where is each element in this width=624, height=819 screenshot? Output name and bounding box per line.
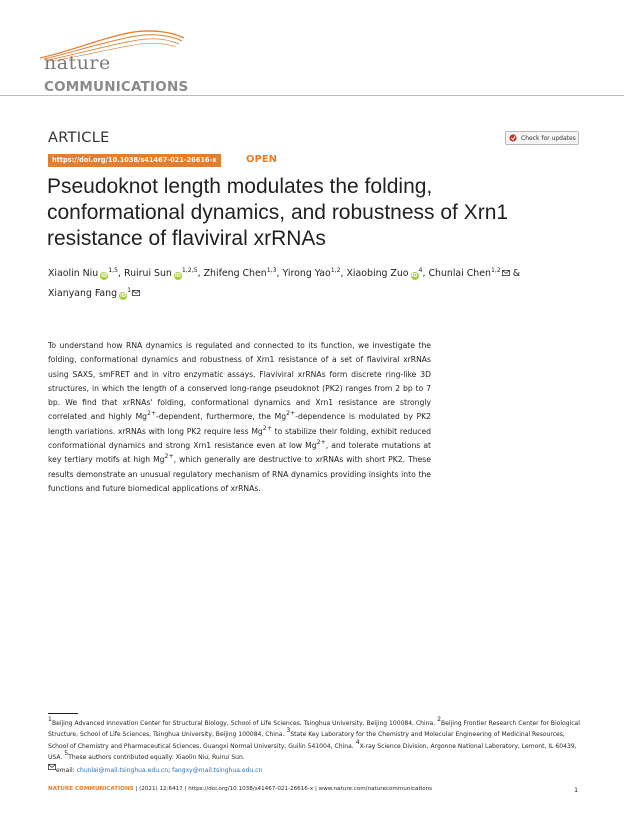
abstract: To understand how RNA dynamics is regulated and connected to its function, we investigate the folding, conformational dynamics and robustness of Xrn1 resistance of a set of flaviviral xrRNAs using SAXS, smFRET and in vitro enzymatic assays. Flaviviral xrRNAs form discrete ring-like 3D structures, in which the length of a conserved long-range pseudoknot (PK2) ranges from 2 bp to 7 bp. We find that xrRNAs' folding, conformational dynamics and Xrn1 resistance are strongly correlated and highly $Mg^{2+}$-dependent, furthermore, the $Mg^{2+}$-dependence is modulated by PK2 length variations. xrRNAs with long PK2 require less $Mg^{2+}$ to stabilize their folding, exhibit reduced conformational dynamics and strong Xrn1 resistance even at low $Mg^{2+}$, and tolerate mutations at key tertiary motifs at high $Mg^{2+}$, which generally are destructive to xrRNAs with short PK2. These results demonstrate an unusual regulatory mechanism of RNA dynamics providing insights into the functions and future biomedical applications of xrRNAs. <box>48 341 432 493</box>
article-type-label: ARTICLE <box>48 130 110 146</box>
author-name[interactable]: Chunlai Chen <box>428 268 491 279</box>
author-affiliation-marker: 1,5 <box>108 267 119 274</box>
footer-separator: | <box>184 786 187 792</box>
doi-link[interactable]: https://doi.org/10.1038/s41467-021-26616-x <box>48 154 221 167</box>
affiliation-marker-3: 3 <box>286 727 291 735</box>
page-footer <box>48 786 580 792</box>
author-1[interactable] <box>48 268 118 279</box>
footer-journal-name: NATURE COMMUNICATIONS <box>48 786 134 792</box>
article-title: Pseudoknot length modulates the folding, conformational dynamics, and robustness of Xrn1 resistance of flaviviral xrRNAs <box>47 175 509 250</box>
affiliations-footnote <box>48 718 582 776</box>
header-divider <box>0 95 624 96</box>
affiliation-marker-1: 1 <box>48 716 52 723</box>
orcid-icon[interactable]: iD <box>101 273 108 279</box>
affiliation-4: X-ray Science Division, Argonne National Laboratory, Lemont, IL 60439, USA. <box>48 742 577 762</box>
author-list: Xiaolin Niu iD$^{1,5}$, Ruirui Sun iD$^{1,2,5}$, Zhifeng Chen$^{1,3}$, Yirong Yao$^{1,2}$, Xiaobing Zuo $iD^4$, Chunlai Chen$^{1,2}$ & Xianyang Fang $iD^1$ <box>48 267 521 299</box>
footer-citation: (2021) 12:6417 <box>139 786 183 792</box>
open-access-badge: OPEN <box>246 154 278 165</box>
logo-word-nature: nature <box>44 52 111 74</box>
check-for-updates-button[interactable] <box>505 131 579 145</box>
author-name[interactable]: Xiaobing Zuo <box>346 268 409 279</box>
author-name[interactable]: Xiaolin Niu <box>48 268 99 279</box>
footer-separator: | <box>314 786 317 792</box>
affiliation-marker-4: 4 <box>355 738 360 746</box>
journal-logo <box>38 22 198 95</box>
orcid-icon[interactable]: iD <box>411 273 418 279</box>
affiliation-marker-2: 2 <box>437 716 442 723</box>
logo-word-communications: COMMUNICATIONS <box>44 79 189 95</box>
author-2[interactable] <box>124 268 198 279</box>
orcid-icon[interactable]: iD <box>174 273 181 279</box>
author-4[interactable] <box>283 268 341 279</box>
page-number: 1 <box>574 786 579 794</box>
author-5[interactable] <box>347 268 423 279</box>
author-name[interactable]: Zhifeng Chen <box>203 268 267 279</box>
email-link-chunlai[interactable]: chunlai@mail.tsinghua.edu.cn <box>76 766 169 774</box>
equal-contribution-note: These authors contributed equally: Xiaolin Niu, Ruirui Sun. <box>68 754 245 762</box>
author-affiliation-marker: 1,2 <box>330 267 341 274</box>
email-link-fangxy[interactable]: fangxy@mail.tsinghua.edu.cn <box>172 766 263 774</box>
email-separator: ; <box>168 766 171 774</box>
author-affiliation-marker: 1,2,5 <box>181 267 198 274</box>
author-name[interactable]: Xianyang Fang <box>48 288 118 299</box>
email-icon[interactable] <box>132 290 140 296</box>
orcid-icon[interactable]: iD <box>120 293 126 299</box>
footer-separator: | <box>135 786 138 792</box>
email-icon <box>48 764 56 770</box>
footnote-divider <box>48 713 78 714</box>
author-7[interactable] <box>48 288 140 299</box>
author-affiliation-marker: 1,2 <box>490 267 501 274</box>
affiliation-marker-5: 5 <box>64 750 69 758</box>
affiliation-2: Beijing Frontier Research Center for Biological Structure, School of Life Sciences, Tsinghua University, Beijing 100084, China. <box>48 720 580 739</box>
author-affiliation-marker: 1 <box>127 287 131 294</box>
author-name[interactable]: Ruirui Sun <box>124 268 172 279</box>
author-name[interactable]: Yirong Yao <box>282 268 331 279</box>
footer-doi-link[interactable]: https://doi.org/10.1038/s41467-021-26616-x <box>188 786 314 792</box>
affiliation-3: State Key Laboratory for the Chemistry and Molecular Engineering of Medicinal Resources, School of Chemistry and Pharmaceutical Sciences, Guangxi Normal University, Guilin 541004, China. <box>48 731 565 750</box>
author-6[interactable] <box>428 268 509 279</box>
footer-site-link[interactable]: www.nature.com/naturecommunications <box>318 786 433 792</box>
author-affiliation-marker: 4 <box>418 267 423 274</box>
email-label: email: <box>56 766 75 774</box>
author-3[interactable] <box>204 268 277 279</box>
email-icon[interactable] <box>502 270 510 276</box>
crossmark-icon <box>509 134 517 142</box>
author-affiliation-marker: 1,3 <box>266 267 277 274</box>
check-for-updates-label: Check for updates <box>521 134 576 142</box>
affiliation-1: Beijing Advanced Innovation Center for Structural Biology, School of Life Sciences, Tsinghua University, Beijing 100084, China. <box>51 720 436 727</box>
